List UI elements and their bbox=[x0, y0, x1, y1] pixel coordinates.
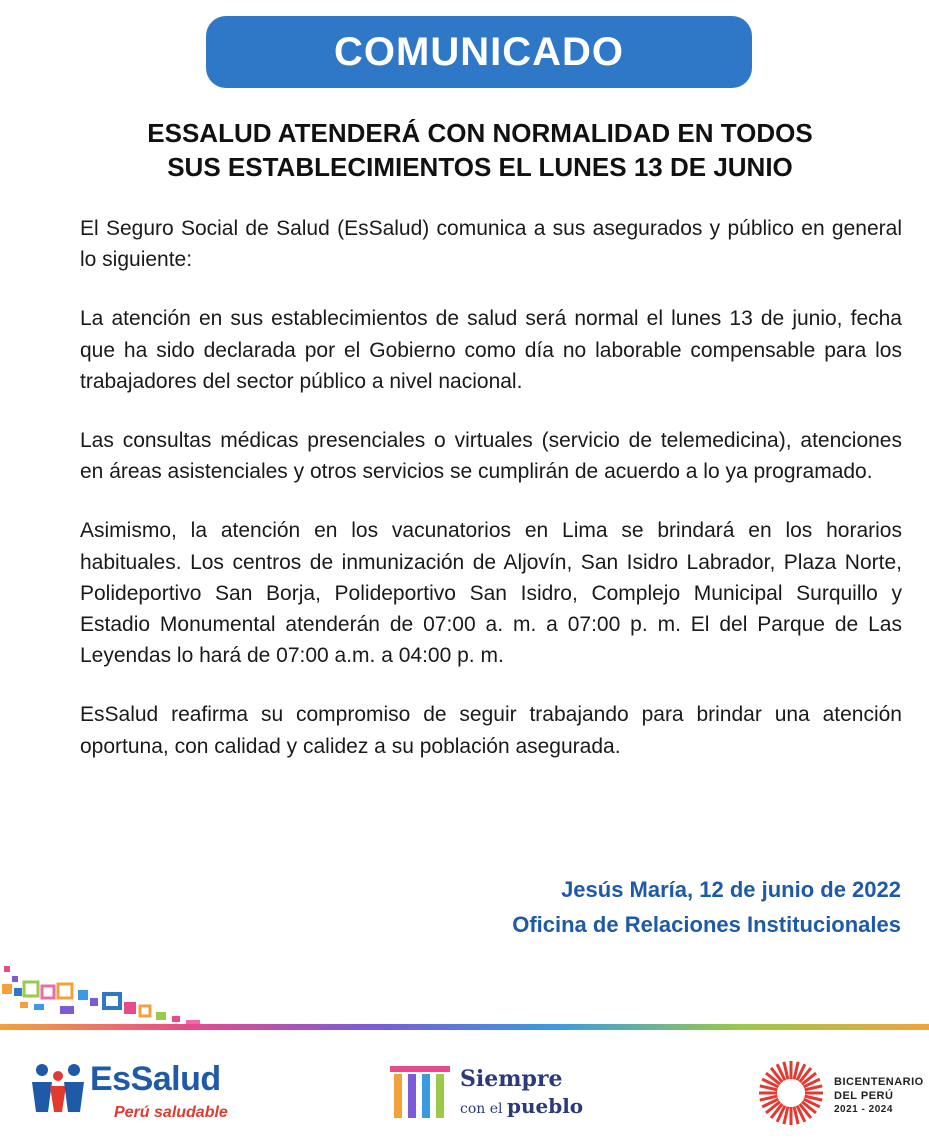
bicentenario-line-1: BICENTENARIO bbox=[834, 1076, 924, 1088]
decorative-pattern bbox=[0, 958, 929, 1038]
headline-line-1: ESSALUD ATENDERÁ CON NORMALIDAD EN TODOS bbox=[147, 118, 813, 148]
signature-place-date: Jesús María, 12 de junio de 2022 bbox=[561, 877, 901, 902]
headline bbox=[60, 116, 900, 184]
paragraph-commitment: EsSalud reafirma su compromiso de seguir trabajando para brindar una atención oportuna, con calidad y calidez a su población asegurada. bbox=[80, 703, 902, 758]
essalud-logo bbox=[28, 1052, 248, 1132]
pillars-icon bbox=[388, 1062, 452, 1122]
paragraph-vaccination: Asimismo, la atención en los vacunatorios en Lima se brindará en los horarios habituales. Los centros de inmunización de Aljovín, San Isidro Labrador, Plaza Norte, Polideportivo San Borja, Polideportivo San Isidro, Complejo Municipal Surquillo y Estadio Monumental atenderán de 07:00 a. m. a 07:00 p. m. El del Parque de Las Leyendas lo hará de 07:00 a.m. a 04:00 p. m. bbox=[80, 519, 902, 668]
sunburst-icon bbox=[756, 1058, 826, 1128]
paragraph-intro: El Seguro Social de Salud (EsSalud) comunica a sus asegurados y público en general lo siguiente: bbox=[80, 217, 902, 272]
pixel-motif-icon bbox=[2, 966, 200, 1026]
siempre-con-el-pueblo-logo bbox=[388, 1058, 588, 1128]
signature-block bbox=[512, 872, 901, 942]
headline-line-2: SUS ESTABLECIMIENTOS EL LUNES 13 DE JUNIO bbox=[167, 152, 793, 182]
siempre-line-1: Siempre bbox=[460, 1066, 563, 1092]
essalud-name: EsSalud bbox=[90, 1060, 221, 1098]
essalud-tagline: Perú saludable bbox=[114, 1104, 228, 1121]
bicentenario-logo bbox=[756, 1056, 929, 1132]
statement-body bbox=[80, 213, 902, 790]
banner-title: COMUNICADO bbox=[334, 29, 624, 74]
paragraph-consultations: Las consultas médicas presenciales o virtuales (servicio de telemedicina), atenciones en áreas asistenciales y otros servicios se cumplirán de acuerdo a lo ya programado. bbox=[80, 429, 902, 484]
signature-office: Oficina de Relaciones Institucionales bbox=[512, 912, 901, 937]
paragraph-attention: La atención en sus establecimientos de salud será normal el lunes 13 de junio, fecha que ha sido declarada por el Gobierno como día no laborable compensable para los trabajadores del sector público a nivel nacional. bbox=[80, 307, 902, 393]
rainbow-stripe bbox=[0, 1024, 929, 1030]
bicentenario-line-3: 2021 - 2024 bbox=[834, 1104, 893, 1115]
siempre-line-2 bbox=[460, 1094, 583, 1118]
siempre-prefix: con el bbox=[460, 1101, 503, 1117]
family-icon bbox=[28, 1062, 88, 1114]
comunicado-banner bbox=[206, 16, 752, 88]
siempre-word: pueblo bbox=[506, 1094, 584, 1118]
bicentenario-line-2: DEL PERÚ bbox=[834, 1090, 894, 1102]
